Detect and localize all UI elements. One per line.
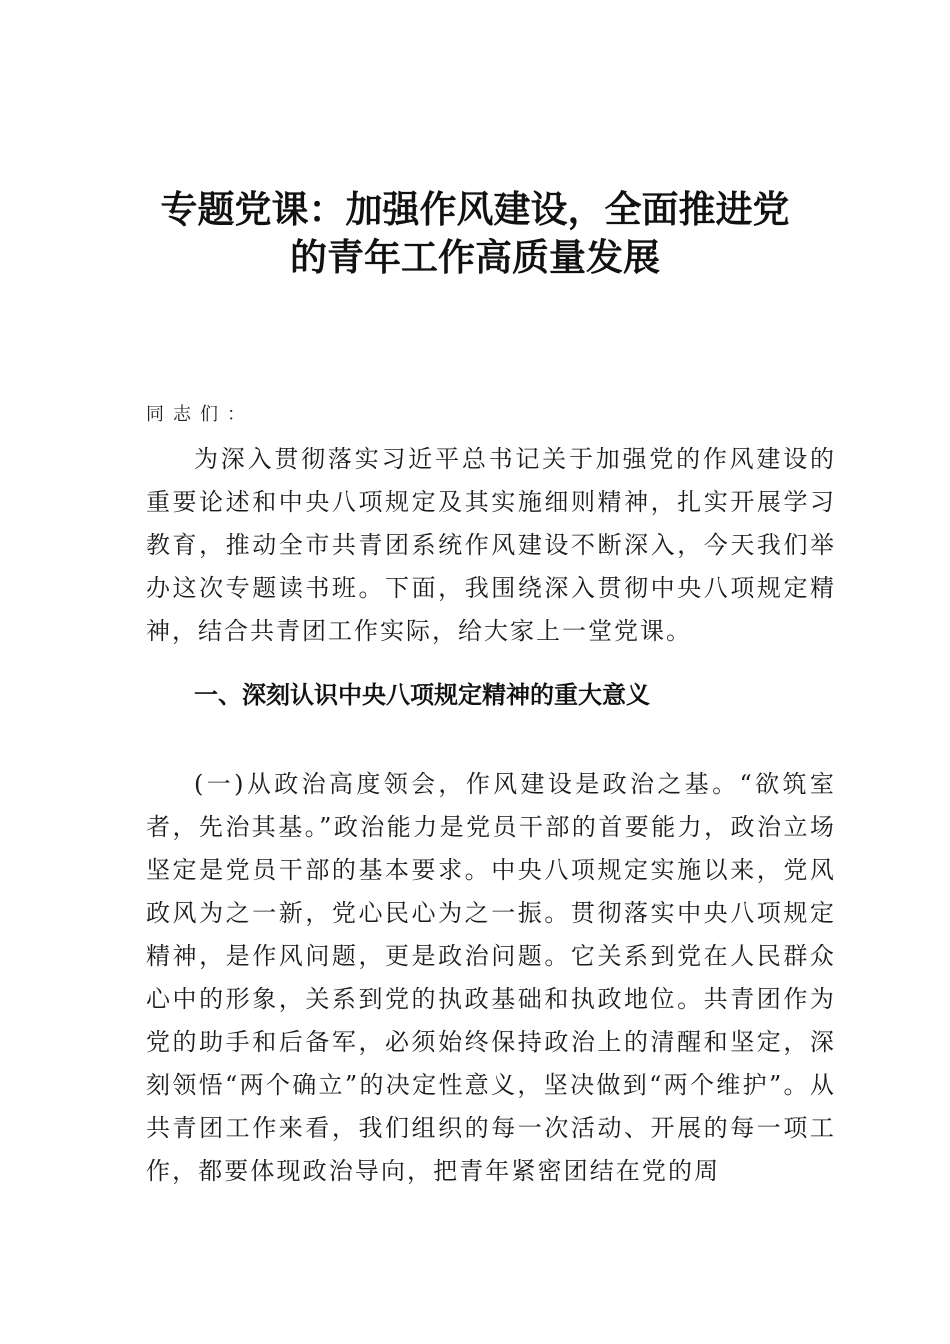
greeting: 同志们： bbox=[146, 404, 254, 425]
intro-paragraph: 为深入贯彻落实习近平总书记关于加强党的作风建设的重要论述和中央八项规定及其实施细则精神，扎实开展学习教育，推动全市共青团系统作风建设不断深入，今天我们举办这次专题读书班。下面，我围绕深入贯彻中央八项规定精神，结合共青团工作实际，给大家上一堂党课。 bbox=[146, 445, 836, 645]
section-heading-1: 一、深刻认识中央八项规定精神的重大意义 bbox=[194, 681, 650, 709]
document-title-line-1: 专题党课：加强作风建设，全面推进党 bbox=[160, 188, 790, 231]
document-title-line-2: 的青年工作高质量发展 bbox=[290, 236, 660, 279]
section-1-paragraph-1: (一)从政治高度领会，作风建设是政治之基。“欲筑室者，先治其基。”政治能力是党员干部的首要能力，政治立场坚定是党员干部的基本要求。中央八项规定实施以来，党风政风为之一新，党心民心为之一振。贯彻落实中央八项规定精神，是作风问题，更是政治问题。它关系到党在人民群众心中的形象，关系到党的执政基础和执政地位。共青团作为党的助手和后备军，必须始终保持政治上的清醒和坚定，深刻领悟“两个确立”的决定性意义，坚决做到“两个维护”。从共青团工作来看，我们组织的每一次活动、开展的每一项工作，都要体现政治导向，把青年紧密团结在党的周 bbox=[146, 770, 836, 1185]
